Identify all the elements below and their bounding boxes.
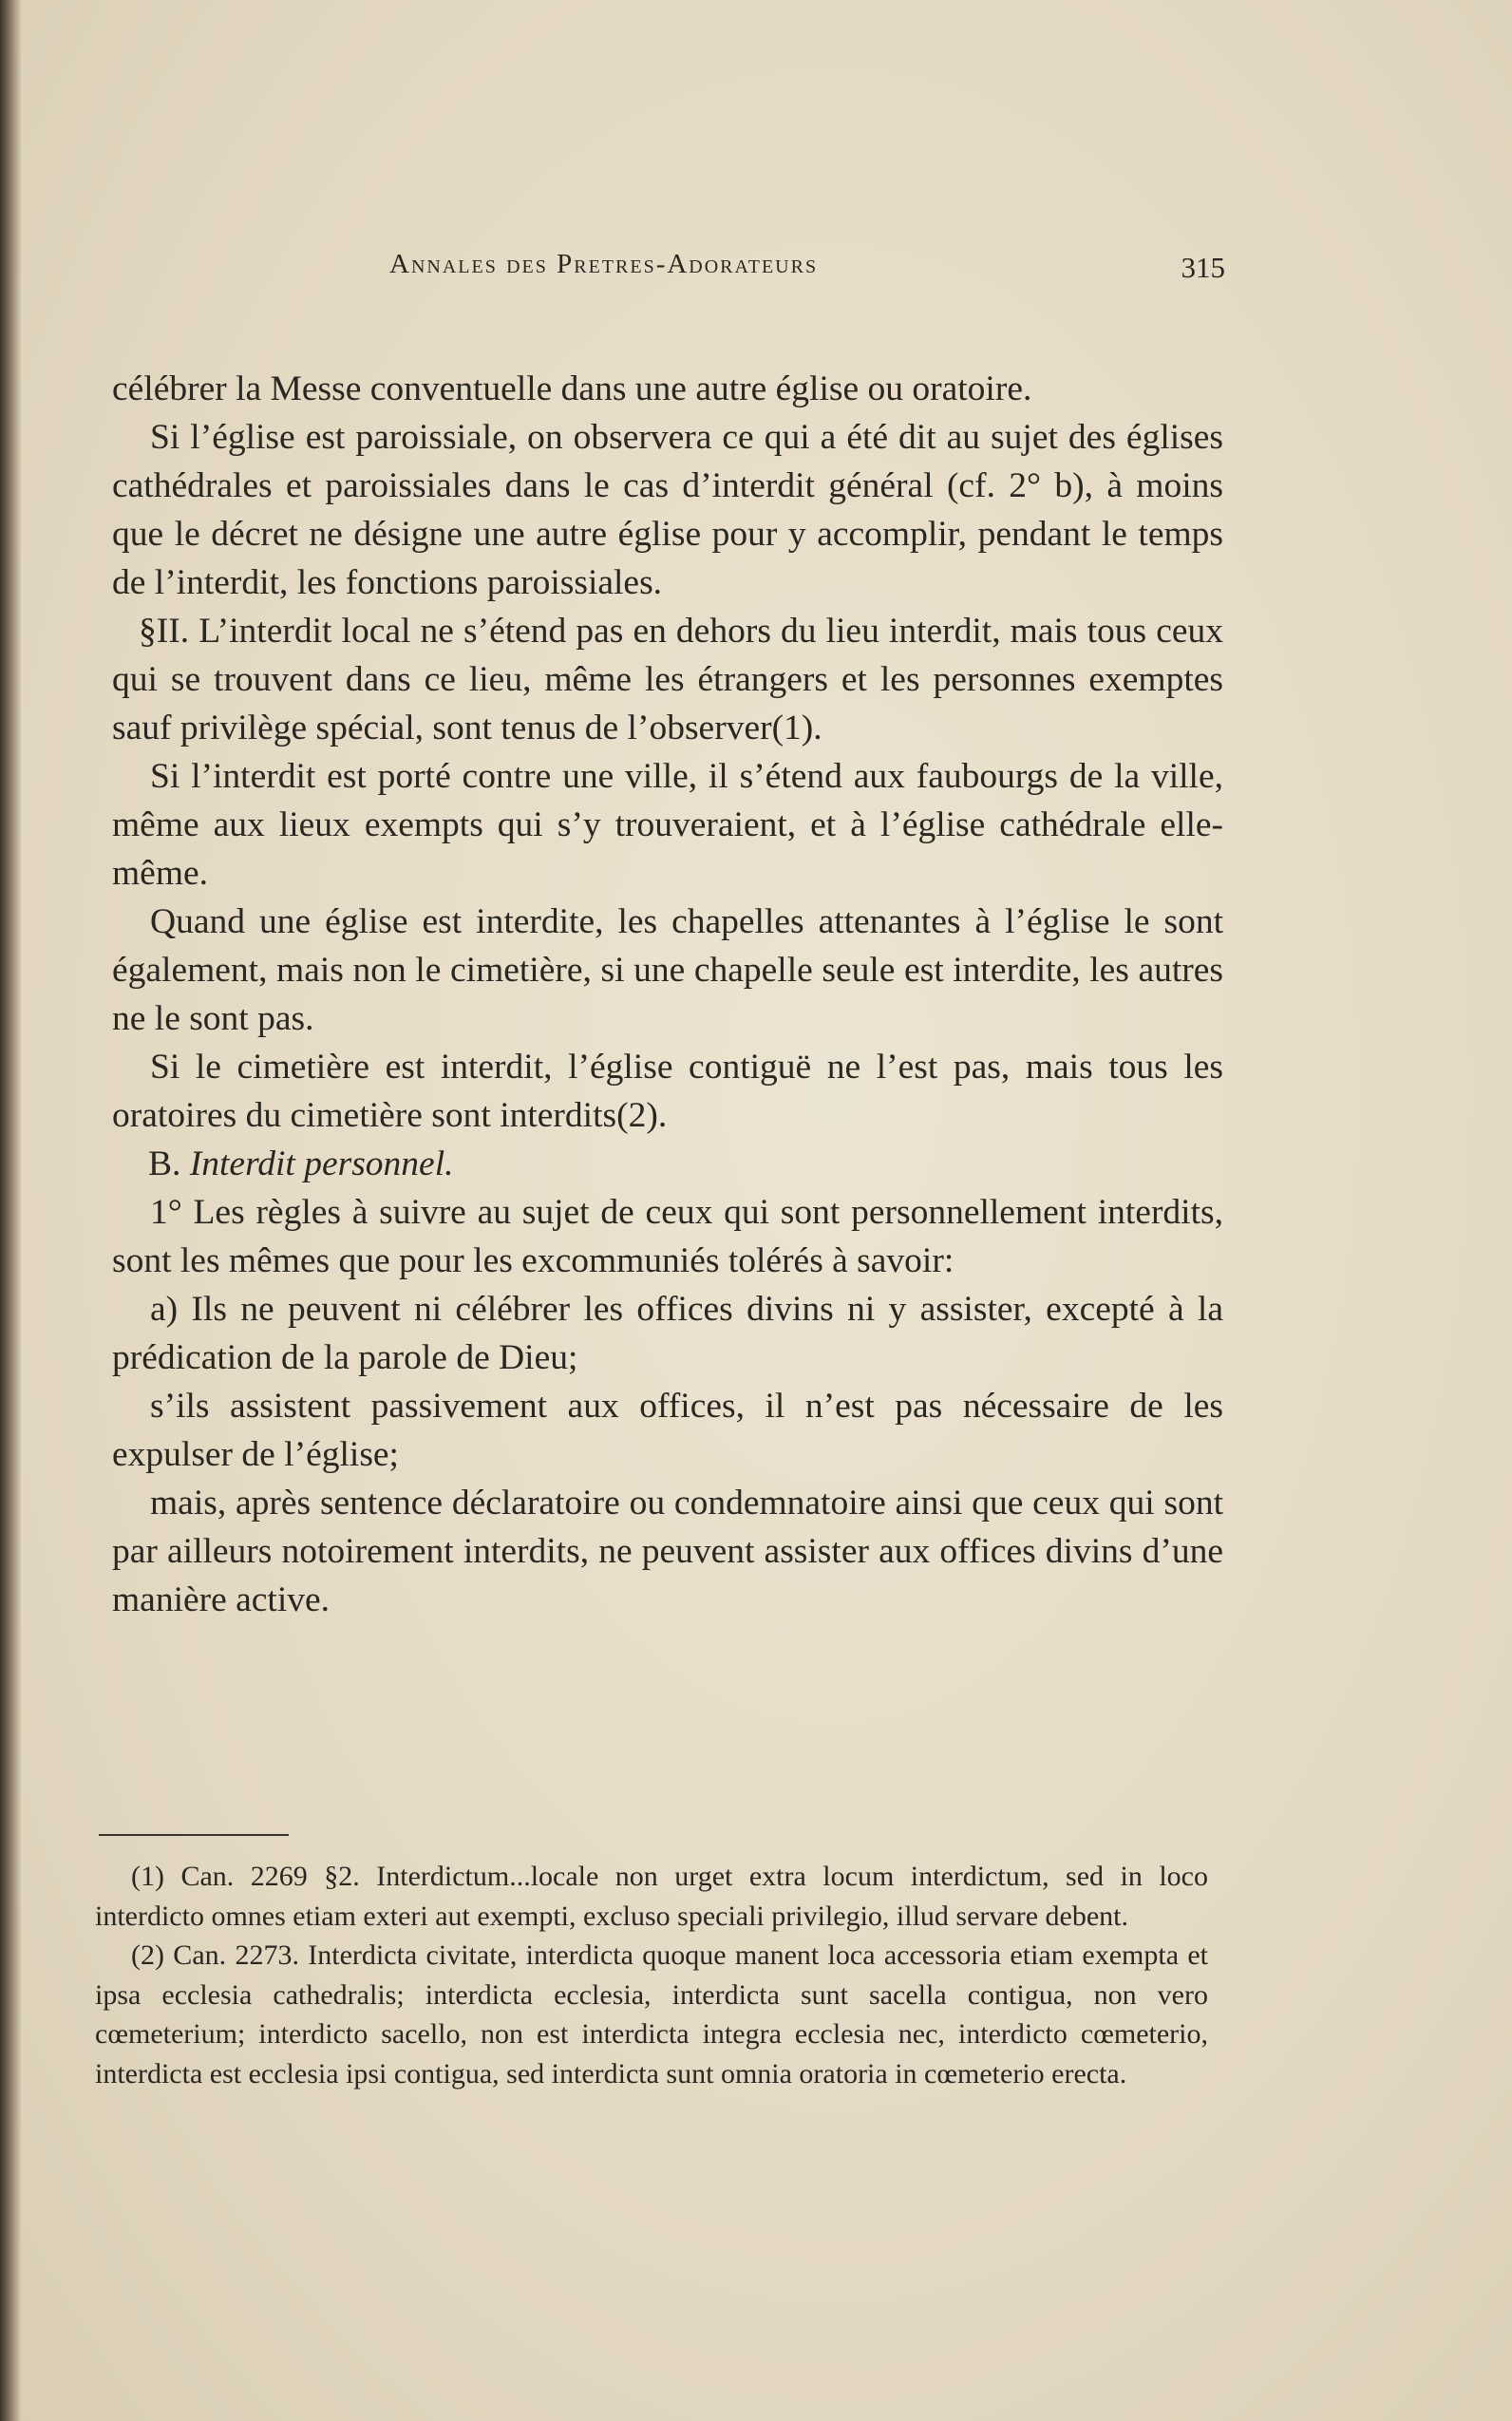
page-header [389, 249, 1225, 287]
footnote-divider [99, 1834, 289, 1836]
paragraph: s’ils assistent passivement aux offices, il n’est pas nécessaire de les expulser de l’église; [112, 1387, 1223, 1474]
section-title: Interdit personnel. [189, 1144, 454, 1183]
section-prefix: B. [148, 1144, 190, 1183]
paragraph: Si l’église est paroissiale, on observera ce qui a été dit au sujet des églises cathédrales et paroissiales dans le cas d’interdit général (cf. 2° b), à moins que le décret ne désigne une autre église pour y accomplir, pendant le temps de l’interdit, les fonctions paroissiales. [112, 418, 1223, 602]
running-title: Annales des Pretres-Adorateurs [389, 249, 819, 279]
paragraph: célébrer la Messe conventuelle dans une autre église ou oratoire. [112, 369, 1032, 408]
paragraph: Si l’interdit est porté contre une ville, il s’étend aux faubourgs de la ville, même aux lieux exempts qui s’y trouveraient, et à l’église cathédrale elle-même. [112, 757, 1223, 893]
footnote: (2) Can. 2273. Interdicta civitate, interdicta quoque manent loca accessoria etiam exempta et ipsa ecclesia cathedralis; interdicta ecclesia, interdicta sunt sacella contigua, non vero cœmeterium; interdicto sacello, non est interdicta integra ecclesia nec, interdicto cœmeterio, interdicta est ecclesia ipsi contigua, sed interdicta sunt omnia oratoria in cœmeterio erecta. [95, 1939, 1208, 2090]
paragraph: Si le cimetière est interdit, l’église contiguë ne l’est pas, mais tous les oratoires du cimetière sont interdits(2). [112, 1048, 1223, 1135]
footnote: (1) Can. 2269 §2. Interdictum...locale non urget extra locum interdictum, sed in loco interdicto omnes etiam exteri aut exempti, excluso speciali privilegio, illud servare debent. [95, 1861, 1208, 1932]
section-heading [112, 1140, 1223, 1188]
paragraph: a) Ils ne peuvent ni célébrer les offices divins ni y assister, excepté à la prédication de la parole de Dieu; [112, 1290, 1223, 1377]
main-text [112, 365, 1223, 1624]
paragraph: mais, après sentence déclaratoire ou condemnatoire ainsi que ceux qui sont par ailleurs notoirement interdits, ne peuvent assister aux offices divins d’une manière active. [112, 1484, 1223, 1619]
paragraph: 1° Les règles à suivre au sujet de ceux qui sont personnellement interdits, sont les mêmes que pour les excommuniés tolérés à savoir: [112, 1193, 1223, 1280]
paragraph: §II. L’interdit local ne s’étend pas en dehors du lieu interdit, mais tous ceux qui se trouvent dans ce lieu, même les étrangers et les personnes exemptes sauf privilège spécial, sont tenus de l’observer(1). [112, 612, 1223, 747]
paragraph: Quand une église est interdite, les chapelles attenantes à l’église le sont également, mais non le cimetière, si une chapelle seule est interdite, les autres ne le sont pas. [112, 902, 1223, 1038]
book-spine-shadow [0, 0, 21, 2421]
page-number: 315 [1181, 251, 1225, 284]
footnotes [95, 1857, 1208, 2093]
